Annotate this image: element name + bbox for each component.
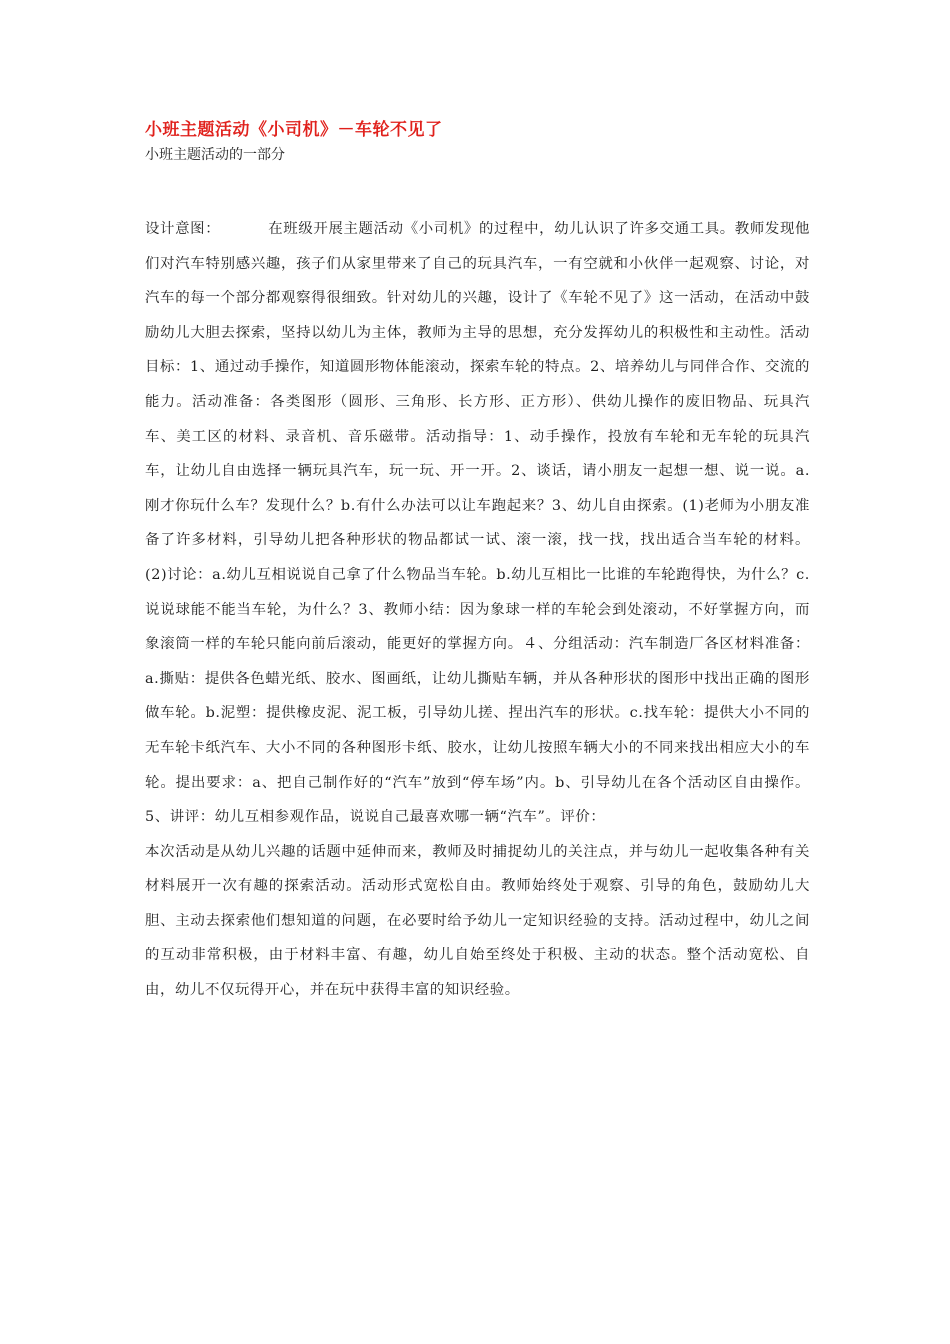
paragraph-evaluation: 本次活动是从幼儿兴趣的话题中延伸而来，教师及时捕捉幼儿的关注点，并与幼儿一起收集各种有关材料展开一次有趣的探索活动。活动形式宽松自由。教师始终处于观察、引导的角色，鼓励幼儿大胆、主动去探索他们想知道的问题，在必要时给予幼儿一定知识经验的支持。活动过程中，幼儿之间的互动非常积极，由于材料丰富、有趣，幼儿自始至终处于积极、主动的状态。整个活动宽松、自由，幼儿不仅玩得开心，并在玩中获得丰富的知识经验。 xyxy=(145,843,810,999)
document-page xyxy=(145,118,810,1008)
paragraph-design-intent xyxy=(145,212,810,835)
document-subtitle: 小班主题活动的一部分 xyxy=(145,147,285,163)
document-title: 小班主题活动《小司机》－车轮不见了 xyxy=(145,120,443,140)
paragraph-1-text: 在班级开展主题活动《小司机》的过程中，幼儿认识了许多交通工具。教师发现他们对汽车特别感兴趣，孩子们从家里带来了自己的玩具汽车，一有空就和小伙伴一起观察、讨论，对汽车的每一个部分都观察得很细致。针对幼儿的兴趣，设计了《车轮不见了》这一活动，在活动中鼓励幼儿大胆去探索，坚持以幼儿为主体，教师为主导的思想，充分发挥幼儿的积极性和主动性。活动目标：1、通过动手操作，知道圆形物体能滚动，探索车轮的特点。2、培养幼儿与同伴合作、交流的能力。活动准备：各类图形（圆形、三角形、长方形、正方形）、供幼儿操作的废旧物品、玩具汽车、美工区的材料、录音机、音乐磁带。活动指导：1、动手操作，投放有车轮和无车轮的玩具汽车，让幼儿自由选择一辆玩具汽车，玩一玩、开一开。2、谈话，请小朋友一起想一想、说一说。a.刚才你玩什么车？发现什么？b.有什么办法可以让车跑起来？3、幼儿自由探索。(1)老师为小朋友准备了许多材料，引导幼儿把各种形状的物品都试一试、滚一滚，找一找，找出适合当车轮的材料。(2)讨论：a.幼儿互相说说自己拿了什么物品当车轮。b.幼儿互相比一比谁的车轮跑得快，为什么？c.说说球能不能当车轮，为什么？3、教师小结：因为象球一样的车轮会到处滚动，不好掌握方向，而象滚筒一样的车轮只能向前后滚动，能更好的掌握方向。４、分组活动：汽车制造厂各区材料准备：a.撕贴：提供各色蜡光纸、胶水、图画纸，让幼儿撕贴车辆，并从各种形状的图形中找出正确的图形做车轮。b.泥塑：提供橡皮泥、泥工板，引导幼儿搓、捏出汽车的形状。c.找车轮：提供大小不同的无车轮卡纸汽车、大小不同的各种图形卡纸、胶水，让幼儿按照车辆大小的不同来找出相应大小的车轮。提出要求：a、把自己制作好的“汽车”放到“停车场”内。b、引导幼儿在各个活动区自由操作。5、讲评：幼儿互相参观作品，说说自己最喜欢哪一辆“汽车”。评价： xyxy=(145,221,810,826)
document-body xyxy=(145,212,810,1008)
design-intent-label: 设计意图： xyxy=(145,221,221,237)
